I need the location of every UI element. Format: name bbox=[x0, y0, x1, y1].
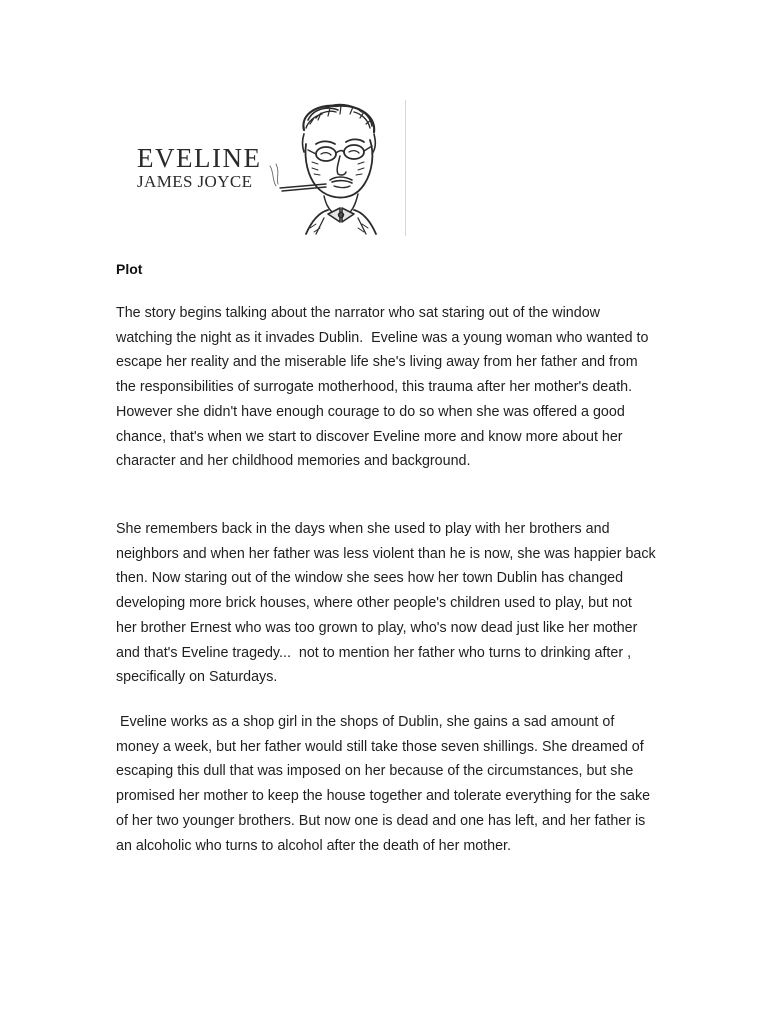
section-heading: Plot bbox=[116, 261, 143, 277]
header-illustration bbox=[132, 100, 408, 236]
paragraph-2: She remembers back in the days when she used to play with her brothers and neighbors and when her father was less violent than he is now, she was happier back then. Now staring out of the window she sees how her town Dublin has changed developing more brick houses, where other people's children used to play, but not her brother Ernest who was too grown to play, who's now dead just like her mother and that's Eveline tragedy... not to mention her father who turns to drinking after , specifically on Saturdays. bbox=[116, 521, 660, 686]
image-edge-line bbox=[405, 100, 406, 236]
title-block bbox=[137, 144, 267, 192]
story-title: EVELINE bbox=[137, 143, 262, 173]
author-name: JAMES JOYCE bbox=[137, 172, 253, 191]
paragraph-1: The story begins talking about the narrator who sat staring out of the window watching the night as it invades Dublin. Eveline was a young woman who wanted to escape her reality and the miserable life she's living away from her father and from the responsibilities of surrogate motherhood, this trauma after her mother's death. However she didn't have enough courage to do so when she was offered a good chance, that's when we start to discover Eveline more and know more about her character and her childhood memories and background. bbox=[116, 305, 653, 470]
paragraph-3: Eveline works as a shop girl in the shops of Dublin, she gains a sad amount of money a week, but her father would still take those seven shillings. She dreamed of escaping this dull that was imposed on her because of the circumstances, but she promised her mother to keep the house together and tolerate everything for the sake of her two younger brothers. But now one is dead and one has left, and her father is an alcoholic who turns to alcohol after the death of her mother. bbox=[116, 714, 655, 854]
author-portrait-sketch bbox=[266, 100, 408, 236]
